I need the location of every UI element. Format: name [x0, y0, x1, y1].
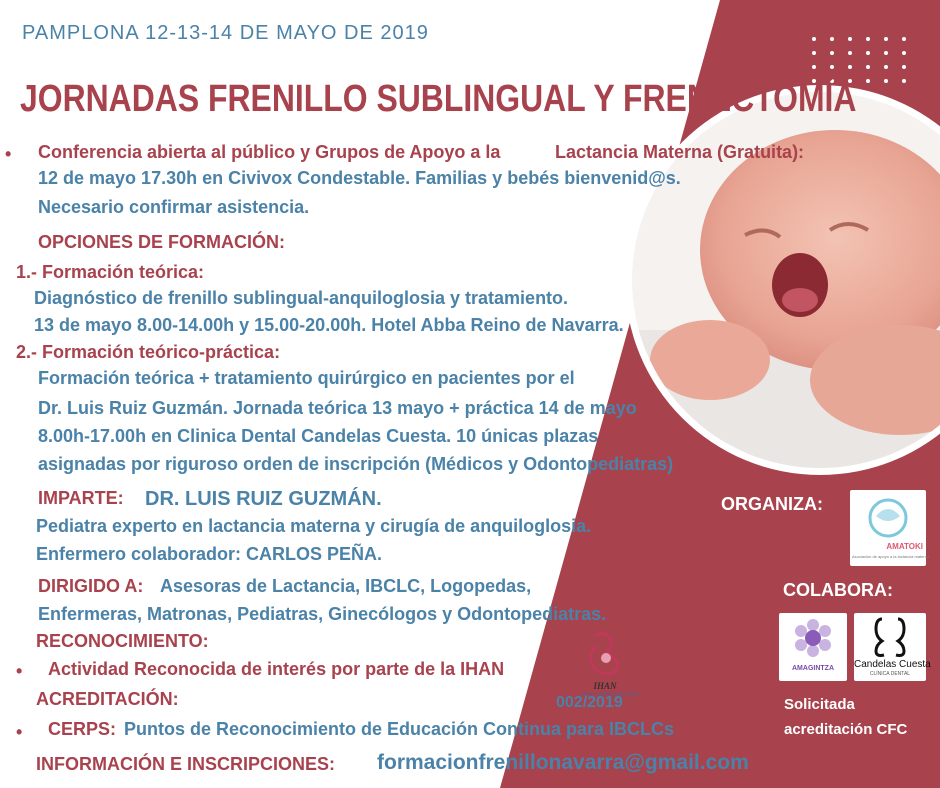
page-title: JORNADAS FRENILLO SUBLINGUAL Y FRENECTOMÍA: [20, 78, 857, 120]
amatoki-logo: [850, 490, 930, 566]
amatoki-name: AMATOKI: [886, 542, 923, 551]
decorative-dots: [805, 28, 940, 84]
candelas-logo: [854, 613, 931, 681]
cfc-line2: acreditación CFC: [784, 721, 908, 738]
candelas-name: Candelas Cuesta: [854, 659, 931, 670]
dirigido-line2: Enfermeras, Matronas, Pediatras, Ginecólogos y Odontopediatras.: [38, 604, 607, 624]
imparte-line2: Enfermero colaborador: CARLOS PEÑA.: [36, 544, 383, 564]
ihan-text: IHAN: [593, 681, 617, 691]
options-heading: OPCIONES DE FORMACIÓN:: [38, 232, 286, 252]
tooth-icon: [854, 613, 926, 657]
option2-line1: Formación teórica + tratamiento quirúrgico en pacientes por el: [38, 368, 575, 388]
ihan-logo: [582, 632, 639, 696]
amatoki-tagline: Asociación de apoyo a la lactancia materna: [852, 554, 930, 559]
date-line: PAMPLONA 12-13-14 DE MAYO DE 2019: [22, 22, 429, 44]
cfc-line1: Solicitada: [784, 696, 855, 713]
option1-line2: 13 de mayo 8.00-14.00h y 15.00-20.00h. Hotel Abba Reino de Navarra.: [34, 315, 624, 335]
reconocimiento-heading: RECONOCIMIENTO:: [36, 631, 209, 651]
contact-email[interactable]: formacionfrenillonavarra@gmail.com: [377, 751, 749, 774]
conference-line2: 12 de mayo 17.30h en Civivox Condestable. Familias y bebés bienvenid@s.: [38, 168, 681, 188]
amagintza-logo: [779, 613, 847, 681]
conference-line1a: Conferencia abierta al público y Grupos de Apoyo a la: [38, 142, 501, 162]
reconocimiento-bullet: •: [16, 661, 23, 681]
organiza-label: ORGANIZA:: [721, 494, 823, 514]
acreditacion-heading: ACREDITACIÓN:: [36, 689, 179, 709]
cerps-label: CERPS:: [48, 719, 117, 739]
imparte-label: IMPARTE:: [38, 488, 124, 508]
ihan-code: 002/2019: [556, 694, 623, 711]
option2-line3: 8.00h-17.00h en Clinica Dental Candelas Cuesta. 10 únicas plazas: [38, 426, 599, 446]
imparte-name: DR. LUIS RUIZ GUZMÁN.: [145, 488, 382, 510]
info-label: INFORMACIÓN E INSCRIPCIONES:: [36, 754, 336, 774]
acreditacion-bullet: •: [16, 722, 23, 742]
imparte-line1: Pediatra experto en lactancia materna y cirugía de anquiloglosia.: [36, 516, 592, 536]
flower-icon: [779, 613, 847, 665]
reconocimiento-line: Actividad Reconocida de interés por parte de la IHAN: [48, 659, 505, 679]
colabora-label: COLABORA:: [783, 580, 893, 600]
conference-bullet: •: [5, 144, 12, 164]
dirigido-label: DIRIGIDO A:: [38, 576, 144, 596]
option1-title: 1.- Formación teórica:: [16, 262, 205, 282]
ihan-sub-text: unicef · iniciativa hospital amigo: [582, 691, 639, 696]
ihan-mother-icon: [582, 632, 628, 676]
conference-line1b: Lactancia Materna (Gratuita):: [555, 142, 805, 162]
amatoki-icon: [850, 490, 926, 542]
option2-line2: Dr. Luis Ruiz Guzmán. Jornada teórica 13 mayo + práctica 14 de mayo: [38, 398, 637, 418]
dirigido-line1: Asesoras de Lactancia, IBCLC, Logopedas,: [160, 576, 532, 596]
option2-line4: asignadas por riguroso orden de inscripción (Médicos y Odontopediatras): [38, 454, 674, 474]
option2-title: 2.- Formación teórico-práctica:: [16, 342, 281, 362]
cerps-line: Puntos de Reconocimiento de Educación Continua para IBCLCs: [124, 719, 675, 739]
candelas-sub: CLÍNICA DENTAL: [869, 671, 911, 677]
conference-line3: Necesario confirmar asistencia.: [38, 197, 310, 217]
option1-line1: Diagnóstico de frenillo sublingual-anquiloglosia y tratamiento.: [34, 288, 569, 308]
amagintza-name: AMAGINTZA: [792, 665, 834, 672]
